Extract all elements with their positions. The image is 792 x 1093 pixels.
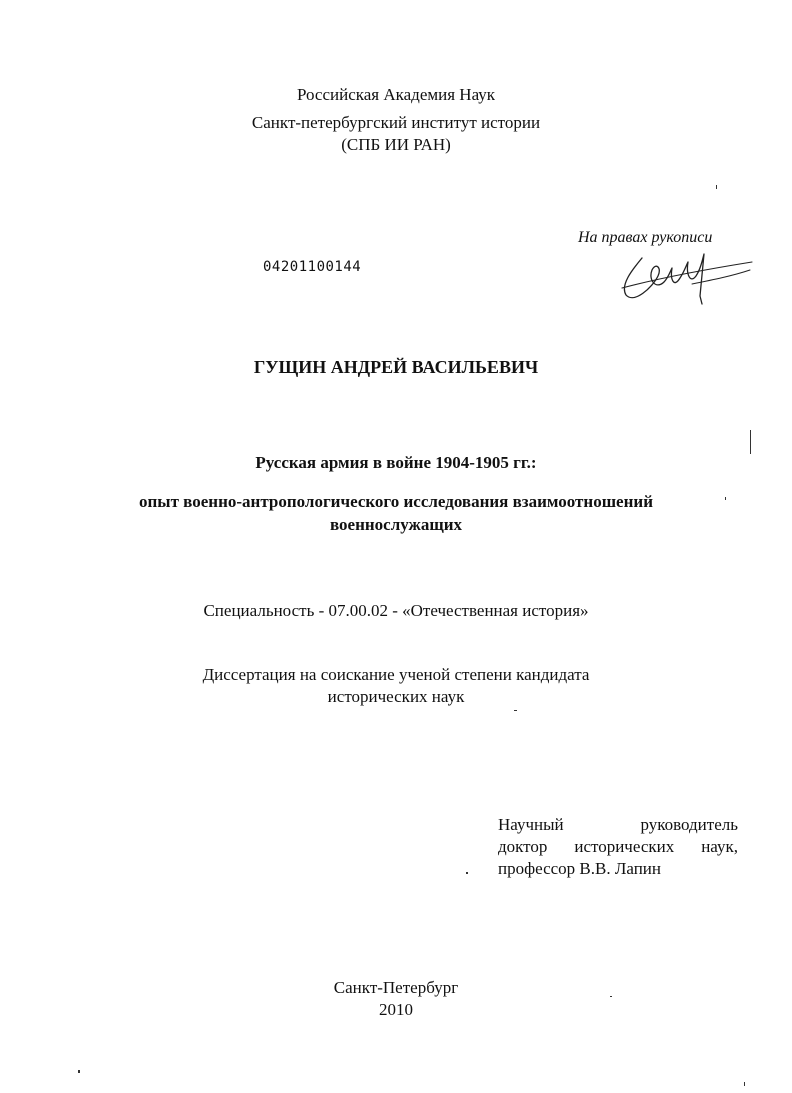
dissertation-title-subtitle: опыт военно-антропологического исследования взаимоотношений — [139, 492, 653, 511]
handwritten-signature — [612, 240, 762, 310]
scan-artifact — [610, 996, 612, 997]
scan-artifact — [744, 1082, 745, 1086]
author-name: ГУЩИН АНДРЕЙ ВАСИЛЬЕВИЧ — [253, 357, 539, 377]
publication-year: 2010 — [379, 1000, 413, 1019]
scan-artifact — [466, 872, 468, 874]
scan-artifact — [750, 430, 751, 454]
registry-code: 04201100144 — [263, 259, 362, 275]
dissertation-title-main: Русская армия в войне 1904-1905 гг.: — [255, 453, 537, 472]
scan-artifact — [514, 710, 517, 711]
specialty-line: Специальность - 07.00.02 - «Отечественная история» — [203, 601, 589, 620]
scan-artifact — [725, 497, 726, 500]
dissertation-title-subtitle-continued: военнослужащих — [329, 515, 463, 534]
advisor-name: профессор В.В. Лапин — [498, 859, 661, 878]
advisor-role: Научный руководитель — [498, 815, 738, 834]
advisor-degree: доктор исторических наук, — [498, 837, 738, 856]
institution-name: Российская Академия Наук — [296, 85, 496, 104]
degree-statement: Диссертация на соискание ученой степени кандидата — [202, 665, 590, 684]
scan-artifact — [716, 185, 717, 189]
degree-statement-continued: исторических наук — [327, 687, 465, 706]
institute-name: Санкт-петербургский институт истории — [251, 113, 541, 132]
publication-city: Санкт-Петербург — [333, 978, 459, 997]
institute-abbreviation: (СПБ ИИ РАН) — [341, 135, 451, 154]
scan-artifact — [78, 1070, 80, 1073]
manuscript-rights-note: На правах рукописи — [578, 229, 713, 246]
